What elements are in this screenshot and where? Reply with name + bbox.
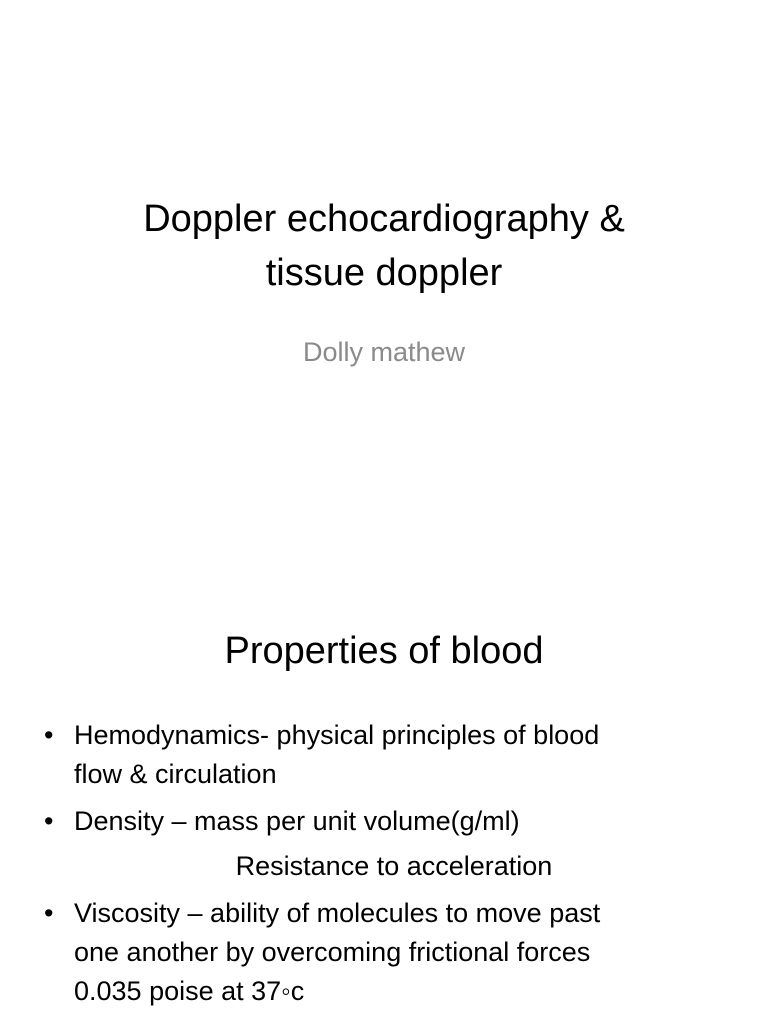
- slide-heading: Properties of blood: [224, 630, 544, 672]
- bullet-dot-icon: •: [44, 806, 54, 836]
- bullet-text-line: one another by overcoming frictional forces: [74, 937, 591, 967]
- bullet-item-viscosity: [40, 894, 730, 1011]
- presentation-title: [60, 192, 708, 300]
- bullet-text-line: flow & circulation: [74, 759, 277, 789]
- bullet-text-line: 0.035 poise at 37◦c: [74, 976, 305, 1006]
- title-line-1: Doppler echocardiography &: [143, 198, 625, 240]
- bullet-text-line: Density – mass per unit volume(g/ml): [74, 806, 520, 836]
- title-line-2: tissue doppler: [265, 252, 503, 294]
- bullet-dot-icon: •: [44, 720, 54, 750]
- bullet-text-line: Viscosity – ability of molecules to move past: [74, 898, 601, 928]
- author-subtitle: Dolly mathew: [302, 337, 466, 367]
- content-slide: [0, 576, 768, 1024]
- bullet-item-hemodynamics: [40, 716, 730, 794]
- bullet-text-line: Hemodynamics- physical principles of blood: [74, 720, 600, 750]
- bullet-item-density: [40, 802, 730, 886]
- bullet-sub-line: Resistance to acceleration: [235, 851, 553, 881]
- bullet-dot-icon: •: [44, 898, 54, 928]
- bullet-list: [40, 716, 730, 1019]
